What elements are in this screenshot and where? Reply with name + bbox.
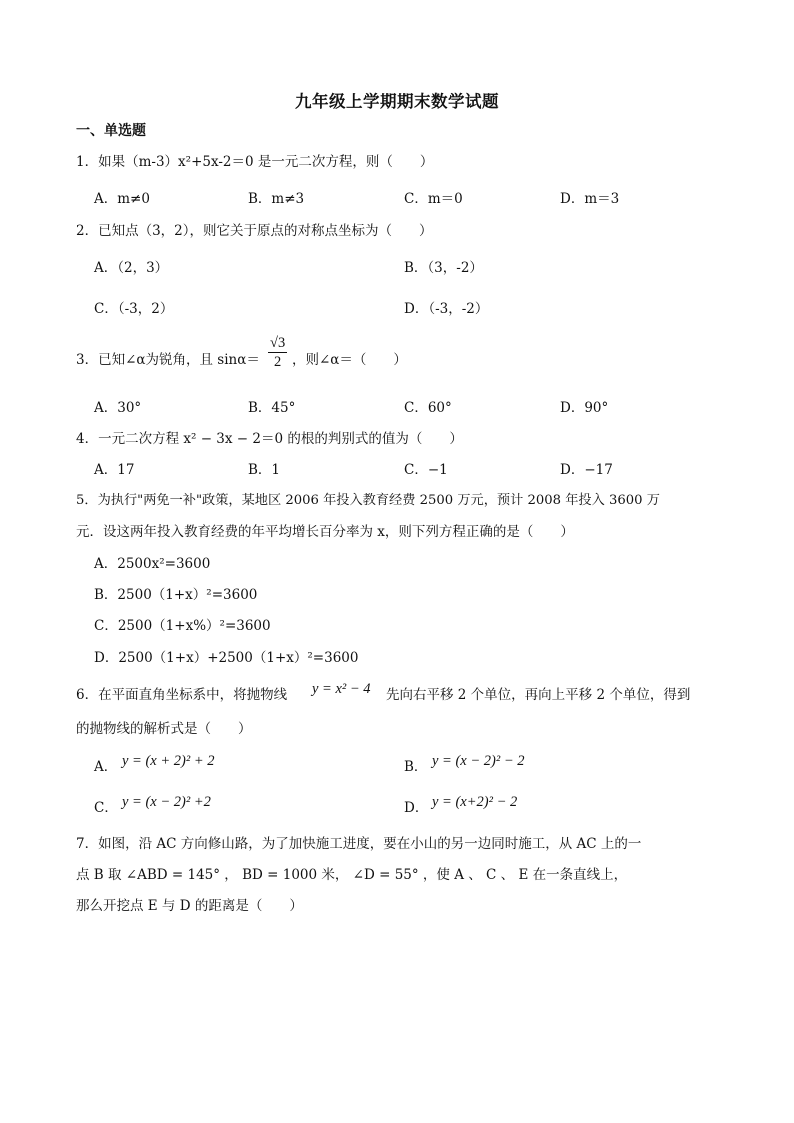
question-4-option-c: C．−1 bbox=[404, 462, 448, 478]
question-7-line-1: 7．如图，沿 AC 方向修山路，为了加快施工进度，要在小山的另一边同时施工，从 AC 上的一 bbox=[76, 836, 642, 852]
question-5-line-1: 5．为执行"两免一补"政策，某地区 2006 年投入教育经费 2500 万元，预计 2008 年投入 3600 万 bbox=[76, 493, 660, 508]
question-2-option-a: A．（2，3） bbox=[94, 260, 169, 276]
question-6-option-c-expression: y = (x − 2)² +2 bbox=[122, 794, 211, 810]
question-6-option-d-label: D． bbox=[404, 800, 429, 816]
fraction-denominator: 2 bbox=[273, 354, 282, 370]
question-5-line-2: 元．设这两年投入教育经费的年平均增长百分率为 x，则下列方程正确的是（ ） bbox=[76, 524, 574, 540]
question-6-option-b-label: B． bbox=[404, 759, 428, 775]
question-5-option-d: D．2500（1+x）+2500（1+x）²=3600 bbox=[94, 650, 359, 666]
question-6-option-a-expression: y = (x + 2)² + 2 bbox=[122, 753, 215, 769]
fraction-numerator: √3 bbox=[270, 335, 286, 351]
page-title: 九年级上学期期末数学试题 bbox=[295, 92, 499, 111]
question-4-option-a: A．17 bbox=[94, 462, 135, 478]
question-3-option-b: B．45° bbox=[248, 400, 296, 416]
question-6-option-a-label: A． bbox=[94, 759, 118, 775]
sqrt3-over-2-fraction bbox=[268, 334, 287, 371]
section-heading: 一、单选题 bbox=[76, 123, 146, 139]
question-6-option-d-expression: y = (x+2)² − 2 bbox=[432, 794, 518, 810]
question-6-line-1-end: 先向右平移 2 个单位，再向上平移 2 个单位，得到 bbox=[386, 687, 691, 703]
question-3-option-c: C．60° bbox=[404, 400, 452, 416]
question-4-option-d: D．−17 bbox=[560, 462, 613, 478]
question-1-option-b: B．m≠3 bbox=[248, 191, 305, 207]
question-1-option-d: D．m＝3 bbox=[560, 191, 620, 207]
question-6-option-c-label: C． bbox=[94, 800, 118, 816]
question-5-option-b: B．2500（1+x）²=3600 bbox=[94, 587, 258, 603]
question-5-option-c: C．2500（1+x%）²=3600 bbox=[94, 618, 271, 634]
question-3-option-a: A．30° bbox=[94, 400, 142, 416]
question-7-line-2: 点 B 取 ∠ABD = 145° ， BD = 1000 米， ∠D = 55° ，使 A 、 C 、 E 在一条直线上， bbox=[76, 867, 628, 883]
question-4-stem: 4．一元二次方程 x² − 3x − 2＝0 的根的判别式的值为（ ） bbox=[76, 431, 463, 447]
question-6-line-2: 的抛物线的解析式是（ ） bbox=[76, 721, 252, 737]
question-2-option-b: B．（3，-2） bbox=[404, 260, 483, 276]
question-1-option-c: C．m＝0 bbox=[404, 191, 463, 207]
question-4-option-b: B．1 bbox=[248, 462, 281, 478]
question-1-stem: 1．如果（m-3）x²+5x-2＝0 是一元二次方程，则（ ） bbox=[76, 154, 434, 170]
question-3-stem-end: ，则∠α＝（ ） bbox=[292, 352, 407, 368]
question-5-option-a: A．2500x²=3600 bbox=[94, 556, 211, 572]
question-1-option-a: A．m≠0 bbox=[94, 191, 150, 207]
question-3-option-d: D．90° bbox=[560, 400, 609, 416]
question-3-stem-start: 3．已知∠α为锐角，且 sinα＝ bbox=[76, 352, 260, 368]
question-6-parabola-expression: y = x² − 4 bbox=[312, 681, 371, 697]
question-2-stem: 2．已知点（3，2），则它关于原点的对称点坐标为（ ） bbox=[76, 223, 433, 239]
question-2-option-c: C．（-3，2） bbox=[94, 301, 174, 317]
question-2-option-d: D．（-3，-2） bbox=[404, 301, 489, 317]
question-6-line-1-start: 6．在平面直角坐标系中，将抛物线 bbox=[76, 687, 288, 703]
question-7-line-3: 那么开挖点 E 与 D 的距离是（ ） bbox=[76, 898, 303, 914]
question-6-option-b-expression: y = (x − 2)² − 2 bbox=[432, 753, 525, 769]
